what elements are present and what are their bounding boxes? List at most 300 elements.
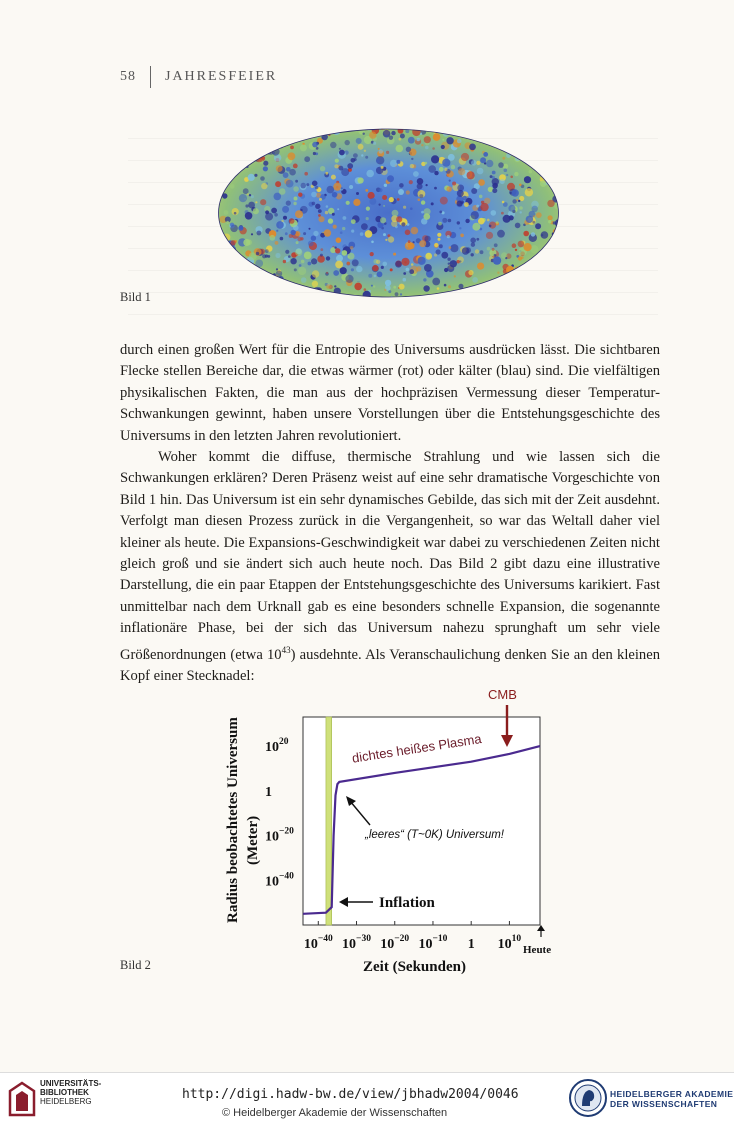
cmb-noise-spot (356, 266, 362, 272)
cmb-noise-spot (245, 204, 248, 207)
cmb-noise-spot (247, 193, 249, 195)
cmb-noise-spot (245, 212, 253, 220)
cmb-noise-spot (333, 270, 339, 276)
cmb-noise-spot (260, 199, 266, 205)
cmb-noise-spot (390, 268, 393, 271)
cmb-noise-spot (487, 219, 490, 222)
cmb-noise-spot (331, 175, 336, 180)
inflation-band (326, 717, 332, 925)
cmb-noise-spot (332, 192, 338, 198)
cmb-noise-spot (247, 288, 251, 292)
cmb-noise-spot (536, 256, 541, 261)
cmb-noise-spot (219, 147, 223, 151)
cmb-noise-spot (456, 260, 459, 263)
cmb-noise-spot (400, 134, 405, 139)
cmb-noise-spot (504, 168, 508, 172)
cmb-noise-spot (283, 260, 286, 263)
cmb-noise-spot (446, 137, 453, 144)
y-tick-label: $10^{20}$ (265, 737, 289, 756)
cmb-noise-spot (553, 127, 556, 129)
cmb-noise-spot (223, 165, 227, 169)
cmb-noise-spot (351, 230, 354, 233)
cmb-noise-spot (316, 293, 321, 298)
cmb-noise-spot (293, 127, 299, 131)
cmb-noise-spot (313, 287, 320, 294)
cmb-noise-spot (256, 290, 259, 293)
cmb-noise-spot (395, 261, 402, 268)
cmb-noise-spot (508, 205, 515, 212)
cmb-noise-spot (311, 258, 317, 264)
cmb-noise-spot (534, 129, 541, 136)
cmb-noise-spot (233, 127, 240, 132)
cmb-noise-spot (283, 216, 287, 220)
cmb-noise-spot (434, 243, 438, 247)
cmb-noise-spot (348, 256, 350, 258)
cmb-noise-spot (384, 289, 386, 291)
cmb-noise-spot (265, 213, 273, 221)
cmb-noise-spot (541, 290, 545, 294)
cmb-noise-spot (313, 152, 316, 155)
cmb-noise-spot (518, 241, 525, 248)
cmb-noise-spot (514, 172, 518, 176)
cmb-noise-spot (465, 219, 469, 223)
footer-url-link[interactable]: http://digi.hadw-bw.de/view/jbhadw2004/0046 (182, 1087, 519, 1102)
y-tick-label: $10^{-20}$ (265, 826, 294, 845)
cmb-noise-spot (255, 127, 262, 133)
cmb-noise-spot (346, 201, 350, 205)
cmb-noise-spot (330, 142, 336, 148)
cmb-noise-spot (311, 192, 317, 198)
cmb-noise-spot (412, 128, 420, 136)
cmb-noise-spot (461, 153, 469, 161)
cmb-noise-spot (389, 197, 394, 202)
cmb-noise-spot (216, 179, 219, 183)
cmb-noise-spot (423, 296, 428, 299)
cmb-noise-spot (523, 231, 529, 237)
cmb-noise-spot (408, 240, 411, 243)
academy-seal-icon (568, 1078, 608, 1118)
cmb-noise-spot (541, 231, 549, 239)
cmb-noise-spot (526, 127, 531, 131)
cmb-noise-spot (483, 284, 486, 287)
cmb-noise-spot (298, 267, 306, 275)
cmb-noise-spot (349, 185, 353, 189)
cmb-noise-spot (369, 131, 376, 138)
cmb-noise-spot (244, 156, 251, 163)
cmb-noise-spot (243, 145, 250, 152)
cmb-noise-spot (557, 258, 561, 265)
cmb-noise-spot (231, 250, 233, 252)
cmb-noise-spot (285, 250, 289, 254)
cmb-noise-spot (377, 271, 383, 277)
cmb-noise-spot (245, 133, 250, 138)
cmb-noise-spot (477, 168, 484, 175)
cmb-noise-spot (438, 238, 441, 241)
cmb-noise-spot (234, 212, 237, 215)
cmb-noise-spot (386, 151, 389, 154)
cmb-noise-spot (320, 166, 325, 171)
cmb-noise-spot (472, 277, 478, 283)
cmb-noise-spot (424, 264, 432, 272)
cmb-noise-spot (319, 198, 322, 201)
cmb-noise-spot (276, 221, 284, 229)
cmb-noise-spot (323, 127, 327, 131)
cmb-noise-spot (557, 246, 561, 251)
cmb-noise-spot (371, 241, 374, 244)
cmb-noise-spot (282, 132, 286, 136)
cmb-noise-spot (489, 225, 492, 228)
y-tick-label: $10^{-40}$ (265, 871, 294, 890)
cmb-noise-spot (263, 161, 268, 166)
inflation-label: Inflation (379, 895, 435, 911)
cmb-noise-spot (308, 130, 315, 137)
cmb-noise-spot (225, 129, 233, 137)
cmb-noise-spot (324, 229, 331, 236)
cmb-noise-spot (524, 243, 532, 251)
cmb-noise-spot (439, 211, 442, 214)
footer (0, 1072, 734, 1126)
cmb-noise-spot (339, 166, 344, 171)
cmb-noise-spot (441, 145, 445, 149)
cmb-noise-spot (522, 270, 529, 277)
cmb-noise-spot (475, 249, 479, 253)
cmb-noise-spot (493, 256, 501, 264)
cmb-noise-spot (515, 223, 521, 229)
cmb-noise-spot (533, 215, 535, 217)
cmb-noise-spot (421, 211, 424, 214)
cmb-noise-spot (303, 232, 306, 235)
cmb-noise-spot (247, 149, 249, 151)
cmb-noise-spot (449, 180, 451, 182)
library-logo-line-2: BIBLIOTHEK (40, 1088, 89, 1097)
cmb-noise-spot (376, 260, 380, 264)
cmb-noise-spot (535, 223, 541, 229)
cmb-noise-spot (419, 194, 423, 198)
cmb-noise-spot (230, 223, 234, 227)
cmb-noise-spot (559, 128, 561, 130)
cmb-noise-spot (276, 165, 283, 172)
cmb-noise-spot (229, 249, 231, 251)
cmb-noise-spot (347, 163, 353, 169)
cmb-noise-spot (293, 164, 298, 169)
cmb-noise-spot (363, 291, 371, 299)
cmb-noise-spot (249, 291, 256, 298)
cmb-noise-spot (492, 176, 495, 179)
cmb-noise-spot (341, 187, 343, 189)
cmb-noise-spot (553, 139, 557, 143)
cmb-noise-spot (518, 256, 522, 260)
cmb-noise-spot (379, 149, 383, 153)
cmb-noise-spot (469, 144, 476, 151)
cmb-noise-spot (275, 253, 280, 258)
cmb-noise-spot (312, 181, 318, 187)
cmb-noise-spot (285, 232, 288, 235)
cmb-noise-spot (557, 179, 562, 185)
cmb-noise-spot (225, 271, 228, 274)
footer-copyright: © Heidelberger Akademie der Wissenschaften (222, 1107, 448, 1119)
cmb-noise-spot (434, 187, 437, 190)
cmb-noise-spot (532, 206, 538, 212)
cmb-noise-spot (294, 268, 297, 271)
cmb-noise-spot (544, 136, 549, 141)
cmb-noise-spot (546, 248, 551, 253)
cmb-noise-spot (271, 208, 277, 214)
cmb-noise-spot (442, 218, 447, 223)
cmb-noise-spot (251, 233, 253, 235)
cmb-noise-spot (387, 175, 394, 182)
cmb-noise-spot (351, 268, 354, 271)
cmb-noise-spot (294, 197, 298, 201)
cmb-noise-spot (439, 244, 443, 248)
cmb-noise-spot (373, 285, 375, 287)
cmb-noise-spot (480, 203, 488, 211)
x-tick-label: $10^{-10}$ (418, 934, 448, 952)
cmb-noise-spot (288, 255, 291, 258)
cmb-noise-spot (336, 294, 343, 299)
cmb-noise-spot (390, 160, 397, 167)
cmb-noise-spot (312, 291, 317, 296)
cmb-noise-spot (501, 137, 509, 145)
cmb-noise-spot (548, 220, 551, 223)
cmb-noise-spot (256, 148, 263, 155)
cmb-noise-spot (477, 263, 484, 270)
cmb-noise-spot (275, 241, 279, 245)
cmb-noise-spot (318, 293, 324, 299)
x-axis-label: Zeit (Sekunden) (363, 959, 466, 975)
cmb-noise-spot (483, 291, 489, 297)
cmb-noise-spot (424, 162, 427, 165)
cmb-noise-spot (217, 180, 220, 183)
cmb-noise-spot (251, 146, 256, 151)
paragraph-2 (120, 447, 660, 687)
cmb-noise-spot (364, 150, 366, 152)
cmb-noise-spot (380, 217, 386, 223)
running-title: JAHRESFEIER (165, 69, 278, 85)
cmb-noise-spot (441, 127, 443, 129)
cmb-noise-spot (253, 208, 259, 214)
cmb-noise-spot (295, 249, 302, 256)
cmb-noise-spot (471, 253, 474, 256)
cmb-noise-spot (472, 223, 480, 231)
cmb-noise-spot (230, 184, 235, 189)
cmb-noise-spot (396, 160, 400, 164)
cmb-noise-spot (528, 264, 530, 266)
cmb-noise-spot (476, 129, 484, 137)
cmb-noise-spot (365, 230, 373, 238)
cmb-noise-spot (512, 292, 515, 295)
cmb-noise-spot (413, 241, 415, 243)
cmb-noise-spot (353, 199, 360, 206)
cmb-noise-spot (320, 254, 323, 257)
cmb-noise-spot (304, 156, 310, 162)
cmb-noise-spot (320, 248, 323, 251)
cmb-noise-spot (480, 291, 486, 297)
cmb-noise-spot (494, 243, 498, 247)
cmb-noise-spot (492, 171, 496, 175)
cmb-noise-spot (296, 241, 299, 244)
cmb-noise-spot (295, 210, 303, 218)
cmb-noise-spot (393, 286, 396, 289)
cmb-noise-spot (307, 290, 312, 295)
cmb-noise-spot (512, 189, 519, 196)
cmb-noise-spot (245, 284, 252, 291)
cmb-noise-spot (444, 284, 447, 287)
cmb-noise-spot (406, 268, 410, 272)
heute-label: Heute (523, 944, 552, 956)
cmb-noise-spot (312, 281, 318, 287)
paragraph-2-part-b: ) ausdehnte. Als Veranschaulichung denken Sie an den kleinen Kopf einer Stecknadel: (120, 646, 660, 684)
cmb-noise-spot (293, 186, 299, 192)
cmb-noise-spot (481, 201, 484, 204)
cmb-noise-spot (545, 260, 553, 268)
cmb-noise-spot (293, 225, 299, 231)
body-text (120, 340, 660, 687)
cmb-noise-spot (382, 195, 387, 200)
cmb-noise-spot (399, 284, 405, 290)
cmb-noise-spot (506, 174, 508, 176)
cmb-noise-spot (447, 265, 454, 272)
cmb-noise-spot (486, 160, 493, 167)
cmb-noise-spot (319, 293, 323, 297)
cmb-noise-spot (398, 189, 404, 195)
cmb-noise-spot (489, 288, 497, 296)
cmb-noise-spot (238, 296, 240, 298)
plasma-label: dichtes heißes Plasma (350, 731, 483, 766)
cmb-noise-spot (243, 137, 246, 140)
cmb-noise-spot (531, 289, 537, 295)
cmb-noise-spot (411, 263, 414, 266)
cmb-noise-spot (288, 152, 296, 160)
cmb-noise-spot (451, 165, 456, 170)
cmb-noise-spot (286, 180, 294, 188)
cmb-noise-spot (318, 216, 324, 222)
cmb-noise-spot (458, 290, 464, 296)
cmb-noise-spot (279, 188, 286, 195)
cmb-noise-spot (312, 127, 317, 129)
cmb-noise-spot (366, 217, 369, 220)
cmb-noise-spot (464, 202, 469, 207)
cmb-noise-spot (441, 252, 448, 259)
cmb-noise-spot (304, 172, 308, 176)
cmb-noise-spot (337, 208, 339, 210)
empty-label-temp: T~0K (411, 829, 439, 841)
cmb-noise-spot (480, 250, 484, 254)
cmb-noise-spot (283, 172, 289, 178)
cmb-noise-spot (524, 266, 532, 274)
cmb-noise-spot (327, 127, 334, 131)
cmb-noise-spot (452, 182, 456, 186)
cmb-noise-spot (335, 159, 339, 163)
cmb-noise-spot (240, 137, 244, 141)
cmb-noise-spot (292, 296, 296, 299)
universe-radius-chart (195, 675, 575, 980)
cmb-noise-spot (345, 275, 353, 283)
cmb-noise-spot (223, 162, 231, 170)
cmb-noise-spot (418, 257, 426, 265)
cmb-noise-spot (483, 152, 488, 157)
cmb-noise-spot (259, 144, 266, 151)
cmb-noise-spot (294, 127, 301, 133)
cmb-noise-spot (398, 128, 404, 134)
academy-logo-text (610, 1089, 733, 1109)
cmb-noise-spot (401, 222, 405, 226)
cmb-noise-spot (333, 183, 341, 191)
y-axis-label-1: Radius beobachtetes Universum (225, 717, 241, 923)
cmb-noise-spot (471, 243, 475, 247)
cmb-noise-spot (369, 198, 376, 205)
cmb-noise-spot (244, 149, 248, 153)
cmb-noise-spot (496, 144, 500, 148)
cmb-noise-spot (365, 156, 368, 159)
cmb-noise-spot (256, 252, 259, 255)
cmb-noise-spot (383, 262, 388, 267)
cmb-noise-spot (458, 168, 465, 175)
cmb-noise-spot (356, 138, 362, 144)
cmb-noise-spot (256, 271, 264, 279)
cmb-noise-spot (306, 183, 309, 186)
cmb-noise-spot (342, 250, 348, 256)
cmb-noise-spot (295, 180, 298, 183)
cmb-noise-spot (478, 218, 485, 225)
cmb-noise-spot (432, 147, 435, 150)
cmb-noise-spot (374, 275, 377, 278)
cmb-noise-spot (290, 258, 296, 264)
cmb-noise-spot (409, 180, 413, 184)
cmb-noise-spot (436, 249, 441, 254)
cmb-noise-spot (263, 166, 268, 171)
cmb-noise-spot (216, 254, 222, 262)
cmb-noise-spot (332, 213, 335, 216)
cmb-noise-spot (241, 133, 249, 141)
y-axis-ticks (265, 737, 294, 889)
cmb-noise-spot (220, 170, 224, 174)
cmb-noise-spot (444, 168, 447, 171)
cmb-noise-spot (552, 129, 560, 137)
cmb-noise-spot (325, 211, 328, 214)
cmb-noise-spot (378, 148, 380, 150)
cmb-noise-spot (300, 183, 306, 189)
cmb-noise-spot (391, 131, 395, 135)
cmb-noise-spot (254, 174, 257, 177)
cmb-noise-spot (487, 247, 491, 251)
cmb-noise-spot (459, 260, 461, 262)
cmb-noise-spot (304, 252, 312, 260)
cmb-noise-spot (218, 253, 223, 258)
cmb-noise-spot (403, 206, 406, 209)
cmb-noise-spot (476, 161, 480, 165)
cmb-noise-spot (333, 225, 337, 229)
cmb-noise-spot (331, 295, 333, 297)
cmb-noise-spot (496, 221, 499, 224)
x-tick-label: $10^{-30}$ (342, 934, 371, 952)
cmb-noise-spot (365, 189, 368, 192)
cmb-noise-spot (353, 153, 358, 158)
cmb-noise-spot (236, 136, 240, 140)
cmb-noise-spot (216, 186, 221, 192)
cmb-noise-spot (352, 259, 359, 266)
y-tick-label: 1 (265, 784, 272, 800)
cmb-noise-spot (216, 259, 222, 267)
cmb-noise-spot (361, 154, 363, 156)
cmb-noise-spot (383, 130, 391, 138)
cmb-noise-spot (503, 130, 507, 134)
cmb-noise-spot (385, 239, 387, 241)
cmb-noise-spot (447, 235, 450, 238)
cmb-noise-spot (276, 132, 282, 138)
cmb-noise-spot (556, 267, 561, 272)
cmb-noise-spot (219, 191, 222, 194)
cmb-noise-spot (343, 216, 347, 220)
